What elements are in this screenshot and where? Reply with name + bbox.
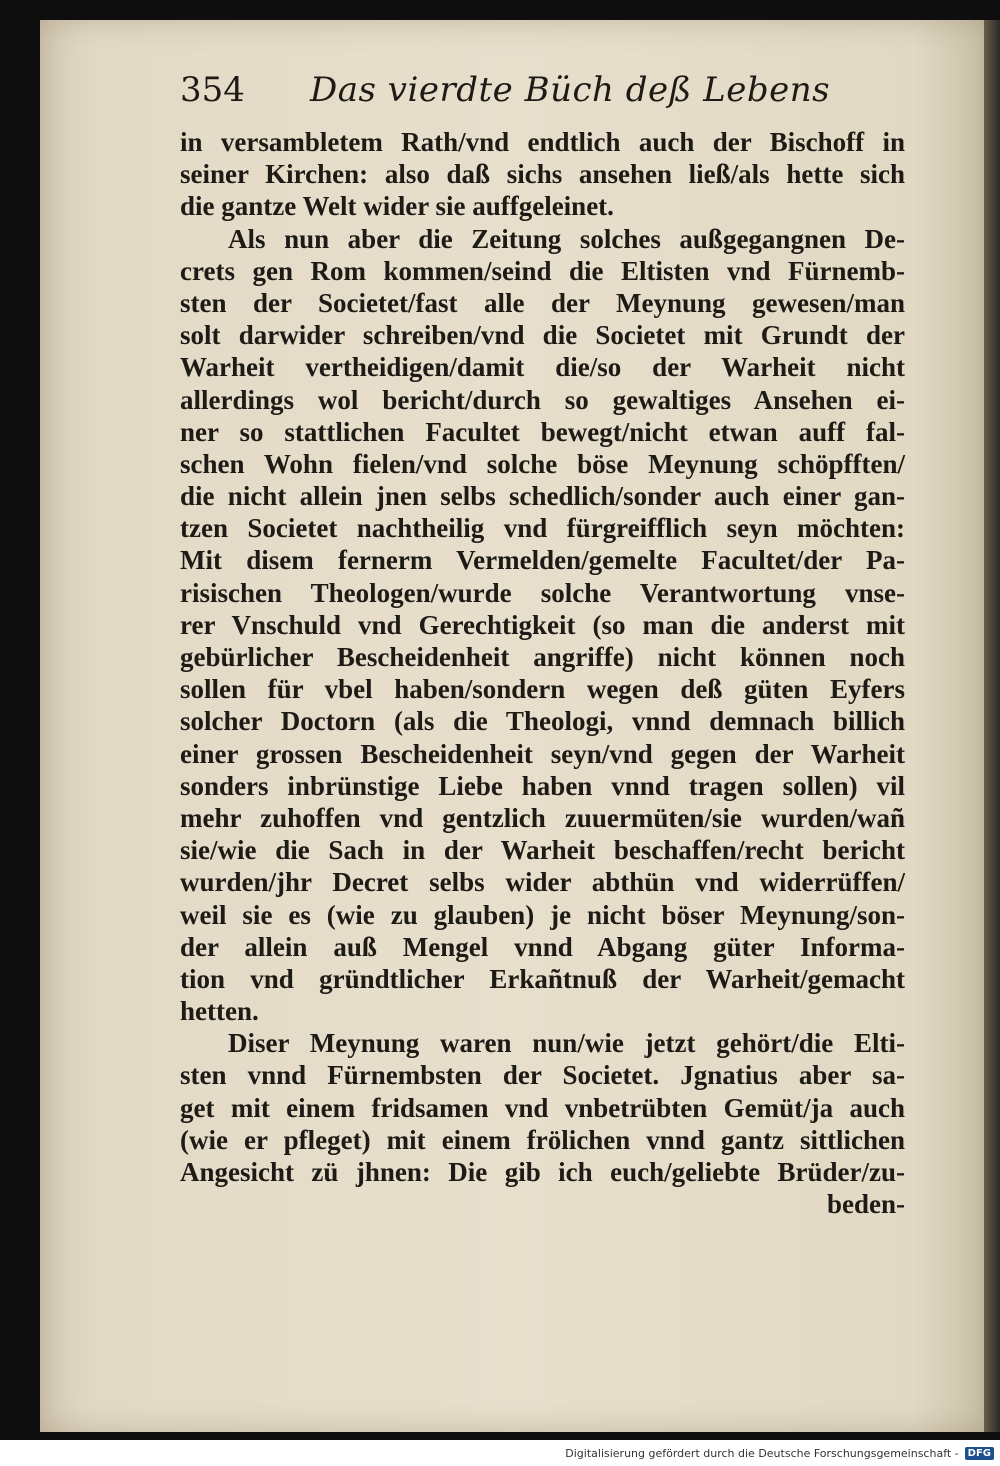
text-line: ner so stattlichen Facultet bewegt/nicht etwan auff fal- [180,416,905,447]
text-line: sonders inbrünstige Liebe haben vnnd tragen sollen) vil [180,770,905,801]
text-line: sten vnnd Fürnembsten der Societet. Jgnatius aber sa- [180,1060,905,1091]
text-line: tion vnd gründtlicher Erkañtnuß der Warheit/gemacht [180,963,905,994]
text-line: der allein auß Mengel vnnd Abgang güter Informa- [180,931,905,962]
text-line: die nicht allein jnen selbs schedlich/sonder auch einer gan- [180,481,905,512]
page-edge [984,20,1000,1432]
text-line: sollen für vbel haben/sondern wegen deß güten Eyfers [180,674,905,705]
text-line: risischen Theologen/wurde solche Verantwortung vnse- [180,577,905,608]
text-line: Als nun aber die Zeitung solches außgegangnen De- [228,223,905,254]
body-text [180,126,905,1220]
text-line: rer Vnschuld vnd Gerechtigkeit (so man die anderst mit [180,609,905,640]
text-line: Angesicht zü jhnen: Die gib ich euch/geliebte Brüder/zu- [180,1157,905,1187]
text-line: sie/wie die Sach in der Warheit beschaffen/recht bericht [180,835,905,866]
text-line: gebürlicher Bescheidenheit angriffe) nicht können noch [180,642,905,672]
text-line: seiner Kirchen: also daß sichs ansehen ließ/als hette sich [180,159,905,190]
text-line: die gantze Welt wider sie auffgeleinet. [180,191,614,222]
page-header [180,70,905,126]
text-line: mehr zuhoffen vnd gentzlich zuuermüten/sie wurden/wañ [180,802,905,833]
page-number: 354 [180,70,245,110]
funding-note: Digitalisierung gefördert durch die Deutsche Forschungsgemeinschaft - [565,1446,959,1460]
text-line: schen Wohn fielen/vnd solche böse Meynung schöpfften/ [180,448,905,479]
text-line: crets gen Rom kommen/seind die Eltisten vnd Fürnemb- [180,255,905,286]
text-line: Mit disem fernerm Vermelden/gemelte Facultet/der Pa- [180,545,905,576]
text-line: hetten. [180,996,259,1027]
text-line: Warheit vertheidigen/damit die/so der Warheit nicht [180,352,905,383]
text-line: solcher Doctorn (als die Theologi, vnnd demnach billich [180,706,905,737]
text-block [180,70,905,1220]
text-line: solt darwider schreiben/vnd die Societet mit Grundt der [180,320,905,351]
text-line: get mit einem fridsamen vnd vnbetrübten Gemüt/ja auch [180,1092,905,1123]
footer-bar [0,1440,1000,1466]
text-line: (wie er pfleget) mit einem frölichen vnnd gantz sittlichen [180,1124,905,1155]
dfg-logo-icon: DFG [965,1447,994,1460]
text-line: beden- [826,1189,905,1220]
text-line: in versambletem Rath/vnd endtlich auch der Bischoff in [180,127,905,157]
text-line: Diser Meynung waren nun/wie jetzt gehört/die Elti- [228,1028,905,1059]
running-head: Das vierdte Büch deß Lebens [310,70,831,110]
text-line: weil sie es (wie zu glauben) je nicht böser Meynung/son- [180,899,905,930]
text-line: allerdings wol bericht/durch so gewaltiges Ansehen ei- [180,384,905,415]
text-line: wurden/jhr Decret selbs wider abthün vnd widerrüffen/ [180,867,905,898]
text-line: tzen Societet nachtheilig vnd fürgreifflich seyn möchten: [180,513,905,544]
text-line: sten der Societet/fast alle der Meynung gewesen/man [180,287,905,318]
text-line: einer grossen Bescheidenheit seyn/vnd gegen der Warheit [180,738,905,769]
